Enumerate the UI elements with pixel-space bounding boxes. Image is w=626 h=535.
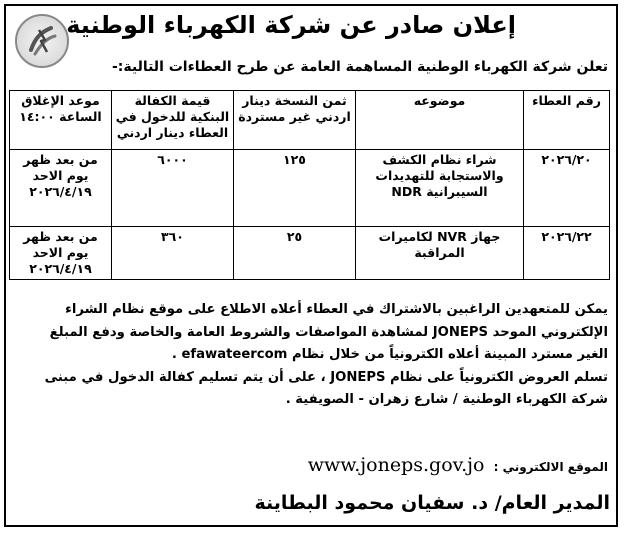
cell-deadline: من بعد ظهر يوم الاحد ٢٠٢٦/٤/١٩: [10, 150, 112, 227]
website-link[interactable]: www.joneps.gov.jo: [307, 454, 485, 476]
table-row: [10, 227, 610, 280]
website-label: الموقع الالكتروني :: [493, 460, 608, 474]
nepco-logo-icon: [15, 14, 69, 68]
header-number: رقم العطاء: [524, 91, 610, 150]
body-line: تسلم العروض الكترونياً على نظام JONEPS ، على أن يتم تسليم كفالة الدخول في مبنى: [44, 369, 608, 385]
body-line: شركة الكهرباء الوطنية / شارع زهران - الصويفية .: [285, 392, 608, 407]
intro-text: تعلن شركة الكهرباء الوطنية المساهمة العامة عن طرح العطاءات التالية:-: [111, 59, 608, 75]
header-subject: موضوعه: [356, 91, 524, 150]
body-line: الإلكتروني الموحد JONEPS لمشاهدة المواصفات والشروط العامة والخاصة ودفع المبلغ: [49, 324, 608, 340]
header-price: ثمن النسخة دينار اردني غير مستردة: [234, 91, 356, 150]
signature: المدير العام/ د. سفيان محمود البطاينة: [254, 492, 610, 514]
cell-guarantee: ٣٦٠: [112, 227, 234, 280]
website-line: [108, 454, 608, 476]
cell-guarantee: ٦٠٠٠: [112, 150, 234, 227]
body-line: يمكن للمتعهدين الراغبين بالاشتراك في العطاء أعلاه الاطلاع على موقع نظام الشراء: [65, 302, 608, 317]
table-row: [10, 150, 610, 227]
cell-deadline: من بعد ظهر يوم الاحد ٢٠٢٦/٤/١٩: [10, 227, 112, 280]
cell-number: ٢٠٢٦/٢٠: [524, 150, 610, 227]
body-line: الغير مسترد المبينة أعلاه الكترونياً من خلال نظام efawateercom .: [171, 347, 608, 362]
cell-price: ٢٥: [234, 227, 356, 280]
announcement-title: إعلان صادر عن شركة الكهرباء الوطنية: [66, 11, 516, 39]
cell-number: ٢٠٢٦/٢٢: [524, 227, 610, 280]
cell-subject: جهاز NVR لكاميرات المراقبة: [356, 227, 524, 280]
header-deadline: موعد الإغلاق الساعة ١٤:٠٠: [10, 91, 112, 150]
tenders-table: [9, 90, 610, 280]
cell-subject: شراء نظام الكشف والاستجابة للتهديدات السيبرانية NDR: [356, 150, 524, 227]
announcement-frame: [4, 4, 618, 527]
cell-price: ١٢٥: [234, 150, 356, 227]
table-header-row: [10, 91, 610, 150]
header-guarantee: قيمة الكفالة البنكية للدخول في العطاء دينار اردني: [112, 91, 234, 150]
announcement-body: [10, 299, 608, 412]
